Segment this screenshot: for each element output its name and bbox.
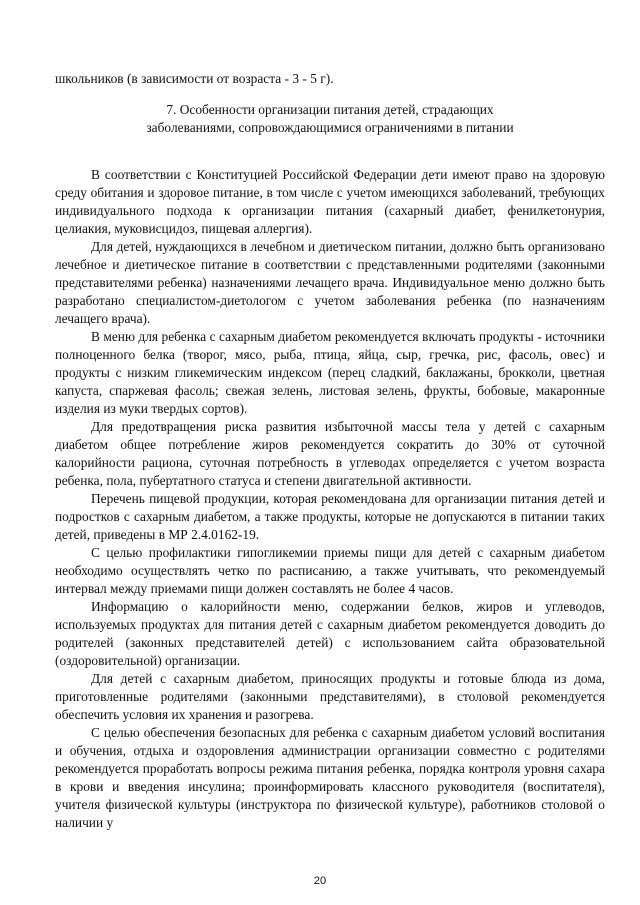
paragraph-fat-intake: Для предотвращения риска развития избыточной массы тела у детей с сахарным диабетом общее потребление жиров рекомендуется сократить до 30% от суточной калорийности рациона, суточная потребность в углеводах определяется с учетом возраста ребенка, пола, пубертатного статуса и степени двигательной активности. [55,419,605,488]
section-heading-line-1: 7. Особенности организации питания детей, страдающих [166,102,494,117]
paragraph-diabetes-menu: В меню для ребенка с сахарным диабетом рекомендуется включать продукты - источники полноценного белка (творог, мясо, рыба, птица, яйца, сыр, гречка, рис, фасоль, овес) и продукты с низким гликемическим индексом (перец сладкий, баклажаны, брокколи, цветная капуста, спаржевая фасоль; свежая зелень, листовая зелень, фрукты, бобовые, макаронные изделия из муки твердых сортов). [55,329,605,416]
paragraph-home-food: Для детей с сахарным диабетом, приносящих продукты и готовые блюда из дома, приготовленные родителями (законными представителями), в столовой рекомендуется обеспечить условия их хранения и разогрева. [55,671,605,722]
page-number: 20 [313,875,327,887]
continuation-line: школьников (в зависимости от возраста - 3 - 5 г). [55,71,334,86]
paragraph-menu-information: Информацию о калорийности меню, содержании белков, жиров и углеводов, используемых продуктах для питания детей с сахарным диабетом рекомендуется доводить до родителей (законных представителей детей) с использованием сайта образовательной (оздоровительной) организации. [55,599,605,668]
section-heading-line-2: заболеваниями, сопровождающимися ограничениями в питании [146,120,514,135]
paragraph-product-list: Перечень пищевой продукции, которая рекомендована для организации питания детей и подростков с сахарным диабетом, а также продукты, которые не допускаются в питании таких детей, приведены в МР 2.4.0162-19. [55,491,605,542]
section-heading [55,101,605,137]
paragraph-medical-diet: Для детей, нуждающихся в лечебном и диетическом питании, должно быть организовано лечебное и диетическое питание в соответствии с представленными родителями (законными представителями ребенка) назначениями лечащего врача. Индивидуальное меню должно быть разработано специалистом-диетологом с учетом заболевания ребенка (по назначениям лечащего врача). [55,239,605,326]
paragraph-hypoglycemia: С целью профилактики гипогликемии приемы пищи для детей с сахарным диабетом необходимо осуществлять четко по расписанию, а также учитывать, что рекомендуемый интервал между приемами пищи должен составлять не более 4 часов. [55,545,605,596]
paragraph-constitution-right: В соответствии с Конституцией Российской Федерации дети имеют право на здоровую среду обитания и здоровое питание, в том числе с учетом имеющихся заболеваний, требующих индивидуального подхода к организации питания (сахарный диабет, фенилкетонурия, целиакия, муковисцидоз, пищевая аллергия). [55,167,605,236]
paragraph-safe-conditions: С целью обеспечения безопасных для ребенка с сахарным диабетом условий воспитания и обучения, отдыха и оздоровления администрации организации совместно с родителями рекомендуется проработать вопросы режима питания ребенка, порядка контроля уровня сахара в крови и введения инсулина; проинформировать классного руководителя (воспитателя), учителя физической культуры (инструктора по физической культуре), работников столовой о наличии у [55,725,605,830]
page-content [55,70,605,832]
body-text [55,166,605,832]
